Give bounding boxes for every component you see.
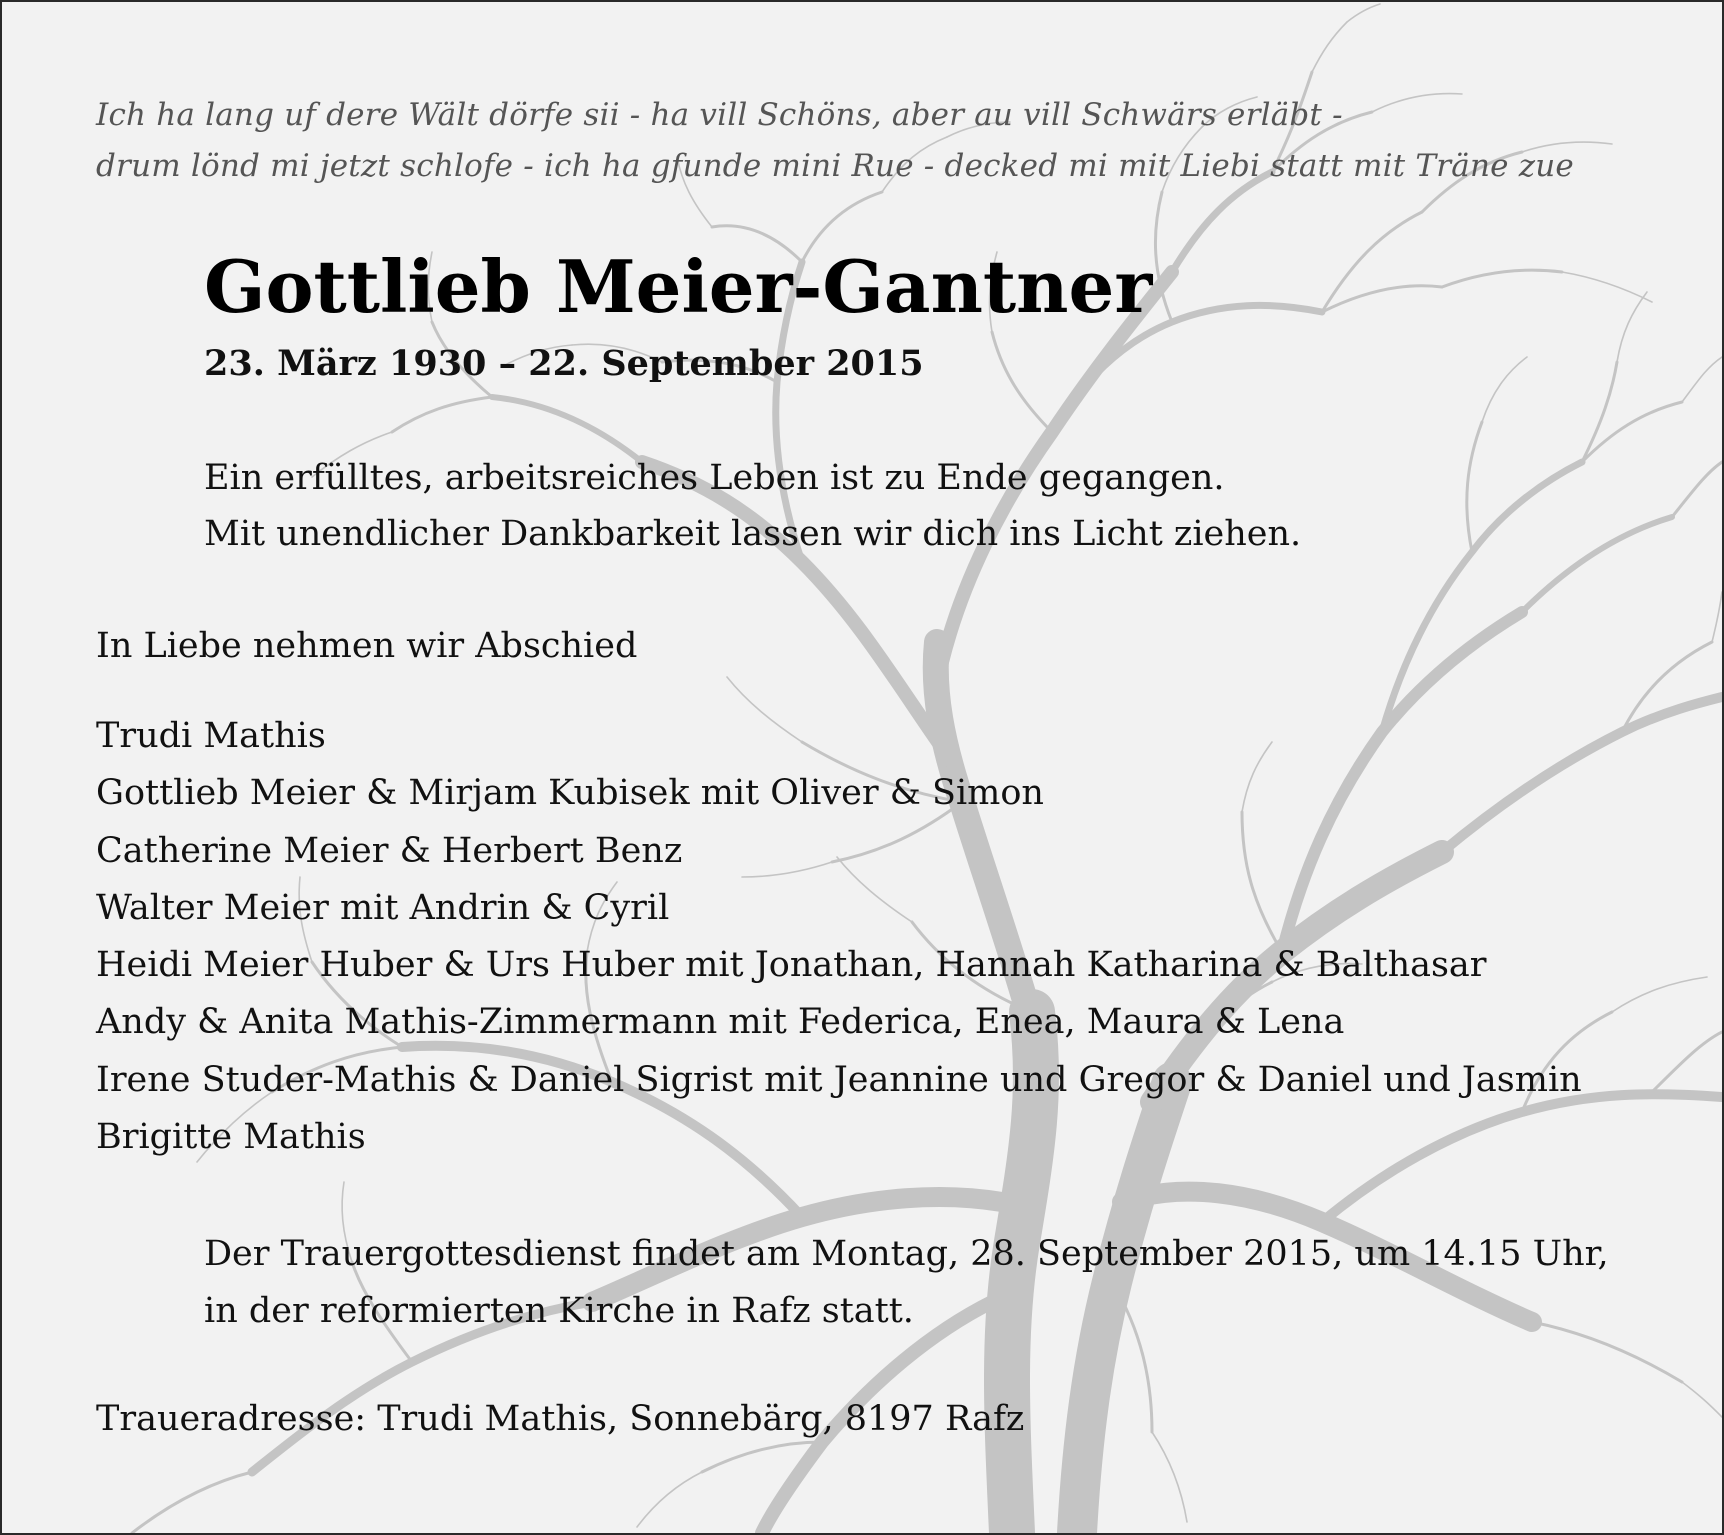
- mourner-item: Irene Studer-Mathis & Daniel Sigrist mit Jeannine und Gregor & Daniel und Jasmin: [96, 1059, 1582, 1100]
- mourner-item: Walter Meier mit Andrin & Cyril: [96, 887, 670, 928]
- service-line-1: Der Trauergottesdienst findet am Montag, 28. September 2015, um 14.15 Uhr,: [204, 1234, 1609, 1274]
- mourner-item: Heidi Meier Huber & Urs Huber mit Jonathan, Hannah Katharina & Balthasar: [96, 945, 1487, 986]
- mourners-list: [96, 708, 1582, 1166]
- life-dates: 23. März 1930 – 22. September 2015: [204, 343, 924, 384]
- intro-line-2: Mit unendlicher Dankbarkeit lassen wir dich ins Licht ziehen.: [204, 514, 1302, 554]
- farewell-line: In Liebe nehmen wir Abschied: [96, 626, 638, 666]
- motto-verse: [96, 90, 1574, 192]
- motto-line-1: Ich ha lang uf dere Wält dörfe sii - ha vill Schöns, aber au vill Schwärs erläbt -: [96, 97, 1343, 133]
- deceased-name: Gottlieb Meier-Gantner: [204, 244, 1153, 329]
- mourner-item: Andy & Anita Mathis-Zimmermann mit Federica, Enea, Maura & Lena: [96, 1002, 1345, 1043]
- obituary-content: [2, 2, 1722, 1533]
- mourner-item: Gottlieb Meier & Mirjam Kubisek mit Oliver & Simon: [96, 773, 1044, 814]
- mourner-item: Brigitte Mathis: [96, 1117, 366, 1158]
- intro-line-1: Ein erfülltes, arbeitsreiches Leben ist zu Ende gegangen.: [204, 458, 1225, 498]
- intro-text: [204, 450, 1301, 562]
- mourner-item: Trudi Mathis: [96, 716, 326, 756]
- service-line-2: in der reformierten Kirche in Rafz statt.: [204, 1291, 914, 1331]
- service-info: [204, 1226, 1609, 1340]
- mourner-item: Catherine Meier & Herbert Benz: [96, 830, 683, 871]
- mourning-address: Traueradresse: Trudi Mathis, Sonnebärg, 8197 Rafz: [96, 1399, 1025, 1439]
- motto-line-2: drum lönd mi jetzt schlofe - ich ha gfunde mini Rue - decked mi mit Liebi statt mit Träne zue: [96, 148, 1574, 184]
